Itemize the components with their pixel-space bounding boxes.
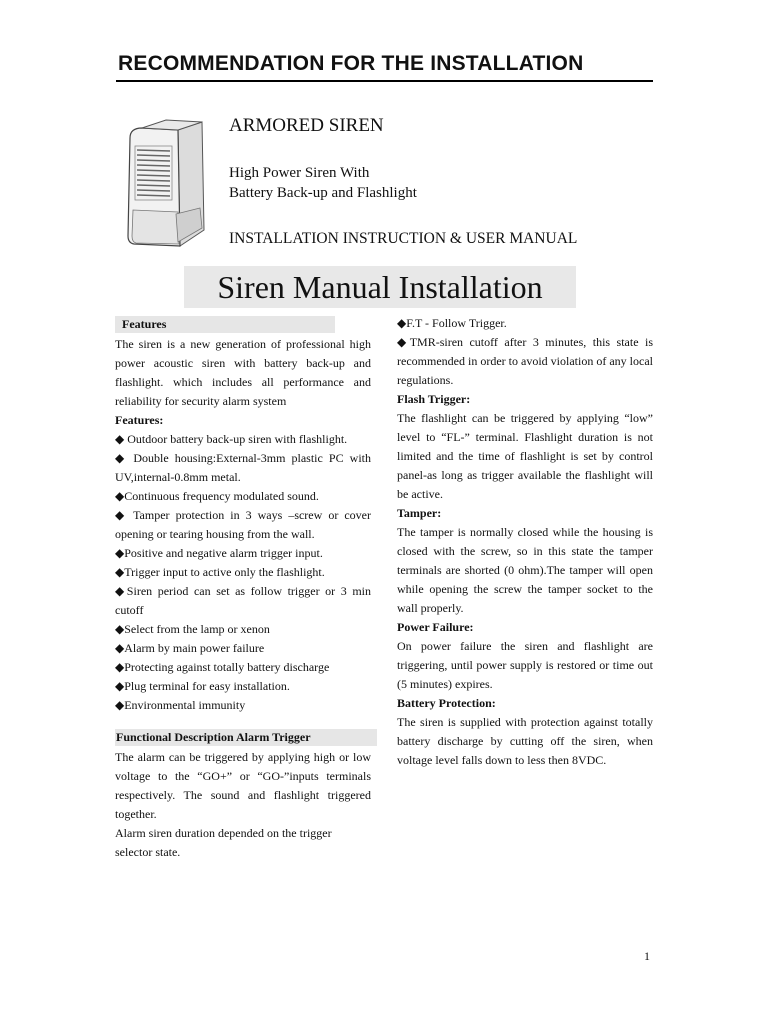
section-gap <box>115 715 371 727</box>
product-name: ARMORED SIREN <box>229 115 384 136</box>
features-label-text: Features: <box>115 413 164 427</box>
subtitle-line-1: High Power Siren With <box>229 165 370 181</box>
feature-item: ◆Positive and negative alarm trigger input. <box>115 546 323 560</box>
siren-device-image <box>120 118 210 250</box>
siren-device-illustration <box>120 118 210 250</box>
features-label <box>115 411 371 430</box>
page-number: 1 <box>644 949 650 963</box>
page-heading: RECOMMENDATION FOR THE INSTALLATION <box>118 52 584 75</box>
power-paragraph: On power failure the siren and flashlight are triggering, until power supply is restored or time out (5 minutes) expires. <box>397 639 653 691</box>
functional-paragraph-1: The alarm can be triggered by applying high or low voltage to the “GO+” or “GO-”inputs terminals respectively. The sound and flashlight triggered together. <box>115 750 371 821</box>
feature-item: ◆Select from the lamp or xenon <box>115 622 270 636</box>
heading-rule <box>116 80 653 82</box>
flash-heading-text: Flash Trigger: <box>397 392 471 406</box>
functional-paragraph-2: Alarm siren duration depended on the trigger selector state. <box>115 826 332 859</box>
main-title: Siren Manual Installation <box>184 266 576 308</box>
power-heading-text: Power Failure: <box>397 620 474 634</box>
feature-item: ◆ Tamper protection in 3 ways –screw or cover opening or tearing housing from the wall. <box>115 508 371 541</box>
tmr-line: ◆TMR-siren cutoff after 3 minutes, this state is recommended in order to avoid violation of any local regulations. <box>397 335 653 387</box>
feature-item: ◆ Outdoor battery back-up siren with flashlight. <box>115 432 348 446</box>
feature-item: ◆Alarm by main power failure <box>115 641 265 655</box>
feature-item: ◆Protecting against totally battery discharge <box>115 660 330 674</box>
feature-item: ◆ Double housing:External-3mm plastic PC with UV,internal-0.8mm metal. <box>115 451 371 484</box>
battery-heading-text: Battery Protection: <box>397 696 496 710</box>
features-section-heading: Features <box>115 316 335 333</box>
tamper-heading <box>397 504 653 523</box>
tamper-heading-text: Tamper: <box>397 506 442 520</box>
functional-section-heading: Functional Description Alarm Trigger <box>115 729 377 746</box>
battery-heading <box>397 694 653 713</box>
feature-item: ◆Continuous frequency modulated sound. <box>115 489 319 503</box>
feature-item: ◆Plug terminal for easy installation. <box>115 679 290 693</box>
ft-line: ◆F.T - Follow Trigger. <box>397 316 507 330</box>
manual-label: INSTALLATION INSTRUCTION & USER MANUAL <box>229 230 578 247</box>
battery-paragraph: The siren is supplied with protection against totally battery discharge by cutting off the siren, when voltage level falls down to less then 8VDC. <box>397 715 653 767</box>
power-heading <box>397 618 653 637</box>
product-subtitle <box>229 163 417 203</box>
flash-heading <box>397 390 653 409</box>
flash-paragraph: The flashlight can be triggered by applying “low” level to “FL-” terminal. Flashlight duration is not limited and the time of flashlight is set by control panel-as long as trigger available the flashlight will be active. <box>397 411 653 501</box>
feature-item: ◆Trigger input to active only the flashlight. <box>115 565 325 579</box>
tamper-paragraph: The tamper is normally closed while the housing is closed with the screw, so in this state the tamper terminals are shorted (0 ohm).The tamper will open while opening the screw the tamper socket to the wall properly. <box>397 525 653 615</box>
feature-item: ◆Environmental immunity <box>115 698 246 712</box>
intro-paragraph: The siren is a new generation of professional high power acoustic siren with battery back-up and flashlight. which includes all performance and reliability for security alarm system <box>115 337 371 408</box>
subtitle-line-2: Battery Back-up and Flashlight <box>229 185 417 201</box>
right-column <box>397 314 653 770</box>
left-column <box>115 314 371 862</box>
feature-item: ◆Siren period can set as follow trigger or 3 min cutoff <box>115 584 371 617</box>
